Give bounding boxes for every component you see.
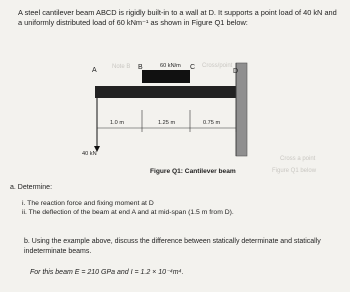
given-values: For this beam E = 210 GPa and I = 1.2 × 10⁻⁴m⁴. <box>30 269 184 276</box>
part-a-items <box>22 199 234 217</box>
span-label-cd: 0.75 m <box>203 120 221 126</box>
question-intro: A steel cantilever beam ABCD is rigidly built-in to a wall at D. It supports a point load of 40 kN and a uniformly distributed load of 60 kNm⁻¹ as shown in Figure Q1 below: <box>18 8 337 27</box>
udl-block <box>142 70 190 83</box>
part-a-heading: a. Determine: <box>10 184 53 191</box>
faint-text: Note B <box>112 64 131 70</box>
point-label-b: B <box>138 64 143 71</box>
span-label-bc: 1.25 m <box>158 120 176 126</box>
beam <box>95 86 236 98</box>
point-label-c: C <box>190 64 196 71</box>
udl-label: 60 kN/m <box>160 63 181 69</box>
point-label-a: A <box>92 67 97 74</box>
figure-caption: Figure Q1: Cantilever beam <box>150 168 236 175</box>
span-label-ab: 1.0 m <box>110 120 124 126</box>
part-a-item: ii. The deflection of the beam at end A and at mid-span (1.5 m from D). <box>22 209 234 216</box>
faint-text: Cross a point <box>280 156 316 162</box>
part-a-item: i. The reaction force and fixing moment at D <box>22 200 154 207</box>
faint-text: Figure Q1 below <box>272 168 317 174</box>
wall-support <box>236 63 247 156</box>
point-load-label: 40 kN <box>82 151 97 157</box>
point-label-d: D <box>233 68 239 75</box>
faint-text: Cross/point <box>202 63 233 69</box>
part-b-text: b. Using the example above, discuss the difference between statically determinate and statically indeterminate beams. <box>24 238 321 255</box>
